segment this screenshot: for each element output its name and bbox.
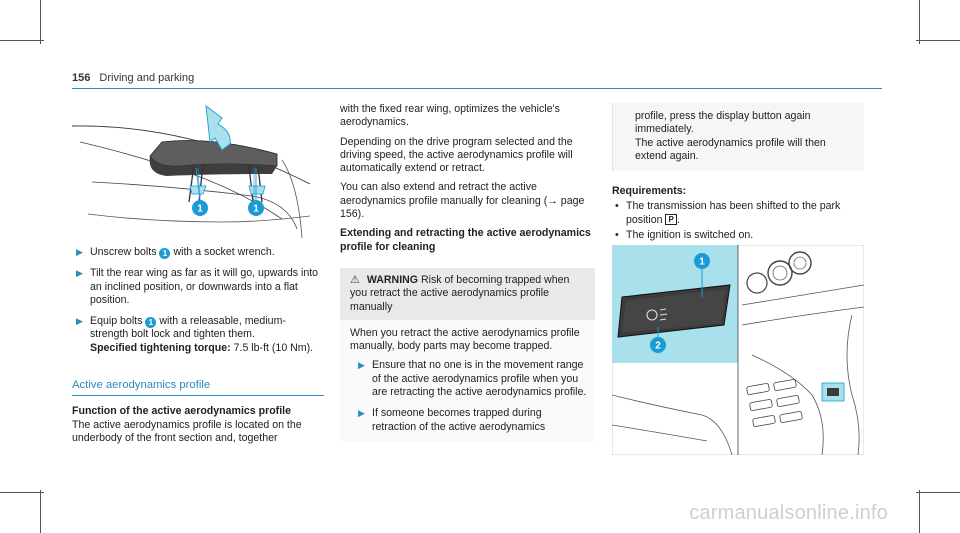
arrow-right-icon: ▶: [76, 247, 83, 257]
watermark: carmanualsonline.info: [689, 502, 888, 524]
instruction-step: ▶ Equip bolts 1 with a releasable, medium-strength bolt lock and tighten them. Specified tightening torque: 7.5 lb-ft (10 Nm).: [76, 315, 314, 354]
warning-title: Risk of becoming trapped when you retract the active aerodynamics profile manually: [350, 273, 570, 313]
header-rule: [72, 88, 882, 89]
rear-wing-figure: [72, 104, 310, 238]
console-badge: 1: [699, 256, 705, 268]
warning-body: When you retract the active aerodynamics profile manually, body parts may become trapped. ▶ Ensure that no one is in the movement range of the active aerodynamics profile when you are retracting the active aerodynamics profile. ▶ If someone becomes trapped during retraction of the active aerodynamics: [340, 320, 595, 442]
wing-badge: 1: [253, 203, 259, 215]
requirements-title: Requirements:: [612, 185, 687, 198]
park-position-symbol: P: [665, 214, 676, 225]
requirement-item: • The transmission has been shifted to the park position P .: [612, 200, 864, 227]
crop-mark: [40, 490, 41, 533]
warning-continuation: profile, press the display button again immediately. The active aerodynamics profile will then extend again.: [612, 103, 864, 171]
body-text: The active aerodynamics profile is located on the underbody of the front section and, together: [72, 418, 302, 444]
page-header: [72, 72, 194, 84]
arrow-right-icon: ▶: [358, 408, 365, 419]
subheading: Extending and retracting the active aerodynamics profile for cleaning: [340, 227, 591, 253]
paragraph: Depending on the drive program selected and the driving speed, the active aerodynamics profile will automatically extend or retract.: [340, 135, 573, 175]
warning-icon: ⚠: [350, 273, 360, 286]
section-name: Driving and parking: [99, 72, 195, 84]
subheading: Function of the active aerodynamics profile: [72, 405, 291, 418]
instruction-step: ▶ Tilt the rear wing as far as it will go, upwards into an inclined position, or downwards into a flat position.: [76, 267, 319, 306]
warning-label: WARNING: [366, 273, 419, 286]
crop-mark: [916, 492, 960, 493]
arrow-right-icon: ▶: [76, 316, 83, 327]
requirement-item: • The ignition is switched on.: [612, 229, 864, 242]
crop-mark: [919, 0, 920, 44]
warning-box: [340, 268, 595, 442]
callout-badge: 1: [159, 248, 170, 259]
page-number: 156: [72, 72, 91, 84]
paragraph: You can also extend and retract the active aerodynamics profile manually for cleaning (→ page 156).: [340, 181, 585, 221]
left-column: [72, 246, 324, 445]
warning-step: ▶ If someone becomes trapped during retraction of the active aerodynamics: [358, 407, 546, 433]
spec-label: Specified tightening torque:: [90, 341, 231, 354]
crop-mark: [40, 0, 41, 44]
crop-mark: [0, 40, 44, 41]
callout-badge: 1: [145, 317, 156, 328]
instruction-step: ▶ Unscrew bolts 1 with a socket wrench.: [76, 246, 275, 258]
console-badge: 2: [655, 340, 661, 352]
crop-mark: [919, 490, 920, 533]
spec-value: 7.5 lb-ft (10 Nm).: [233, 341, 314, 354]
paragraph: with the fixed rear wing, optimizes the vehicle's aerodynamics.: [340, 103, 560, 129]
middle-column: [340, 103, 595, 442]
wing-badge: 1: [197, 203, 203, 215]
warning-step: ▶ Ensure that no one is in the movement range of the active aerodynamics profile when you are retracting the active aerodynamics profile.: [358, 359, 587, 399]
right-column: [612, 103, 864, 242]
section-title: Active aerodynamics profile: [72, 379, 324, 396]
warning-header: [340, 268, 595, 320]
crop-mark: [916, 40, 960, 41]
arrow-right-icon: ▶: [358, 360, 365, 371]
crop-mark: [0, 492, 44, 493]
center-console-figure: [612, 245, 864, 455]
arrow-right-icon: ▶: [76, 268, 83, 279]
